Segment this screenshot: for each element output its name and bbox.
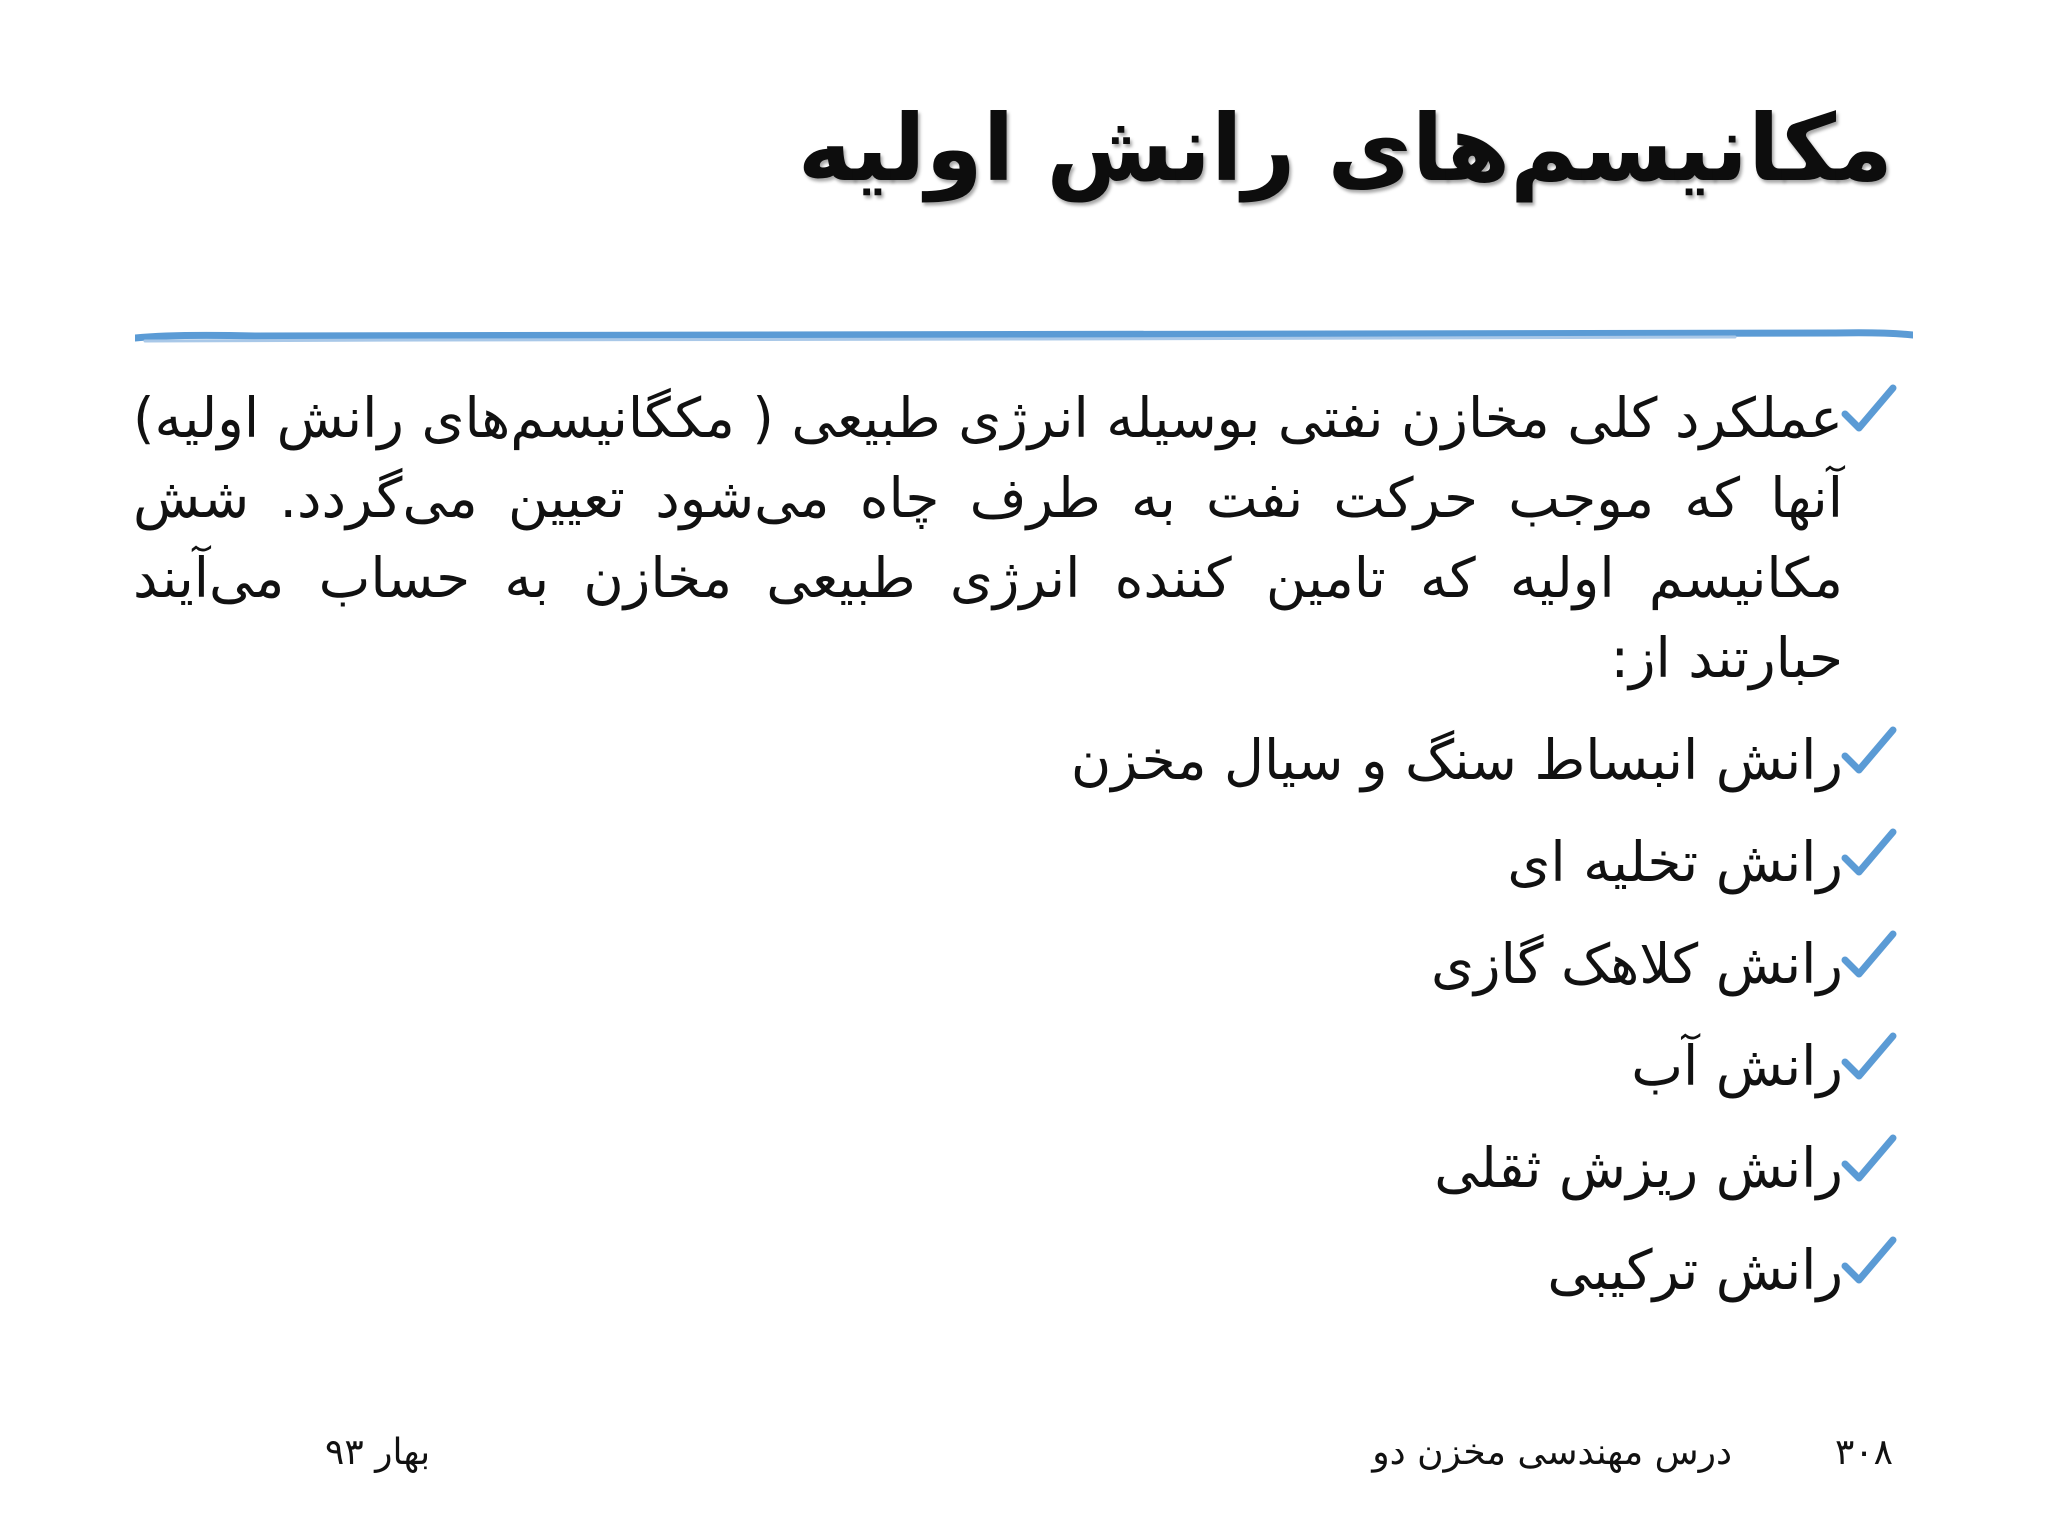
bullet-text: رانش ریزش ثقلی	[1434, 1136, 1843, 1200]
bullet-item	[133, 1026, 1893, 1106]
bullet-item	[133, 378, 1893, 698]
bullet-list	[133, 378, 1893, 1332]
footer-page-number: ۳۰۸	[1834, 1432, 1893, 1473]
checkmark-icon	[1839, 928, 1899, 988]
checkmark-icon	[1839, 724, 1899, 784]
bullet-text: رانش آب	[1631, 1034, 1843, 1098]
checkmark-icon	[1839, 826, 1899, 886]
bullet-item	[133, 1128, 1893, 1208]
bullet-text: رانش انبساط سنگ و سیال مخزن	[1070, 728, 1843, 792]
checkmark-icon	[1839, 1132, 1899, 1192]
bullet-item	[133, 720, 1893, 800]
checkmark-icon	[1839, 1234, 1899, 1294]
checkmark-icon	[1839, 1030, 1899, 1090]
bullet-text: رانش تخلیه ای	[1507, 830, 1843, 894]
checkmark-icon	[1839, 382, 1899, 442]
footer-course-name: درس مهندسی مخزن دو	[1372, 1432, 1732, 1473]
bullet-text: رانش ترکیبی	[1547, 1238, 1843, 1302]
bullet-text: عملکرد کلی مخازن نفتی بوسیله انرژی طبیعی ( مکگانیسم‌های رانش اولیه) آنها که موجب حرکت نفت به طرف چاه می‌شود تعیین می‌گردد. شش مکانیسم اولیه که تامین کننده انرژی طبیعی مخازن به حساب می‌آیند حبارتند از:	[133, 386, 1843, 690]
bullet-item	[133, 1230, 1893, 1310]
title-divider	[135, 328, 1913, 348]
slide-title: مکانیسم‌های رانش اولیه	[797, 95, 1893, 202]
footer-term: بهار ۹۳	[325, 1432, 431, 1473]
bullet-item	[133, 924, 1893, 1004]
bullet-item	[133, 822, 1893, 902]
bullet-text: رانش کلاهک گازی	[1430, 932, 1843, 996]
